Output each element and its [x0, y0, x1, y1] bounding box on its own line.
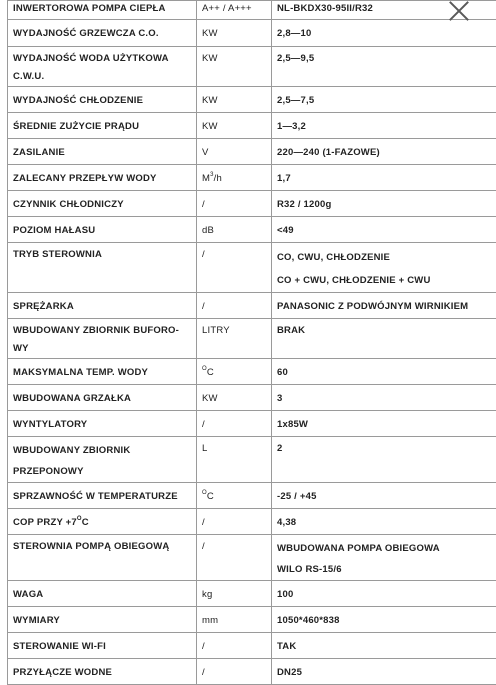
param-cell: WYDAJNOŚĆ CHŁODZENIE	[8, 87, 197, 113]
table-row	[8, 607, 496, 633]
unit-cell: mm	[197, 607, 272, 633]
param-cell: WYDAJNOŚĆ WODA UŻYTKOWA C.W.U.	[8, 47, 197, 87]
value-cell: 2,5—9,5	[272, 47, 496, 87]
param-cell: POZIOM HAŁASU	[8, 217, 197, 243]
param-cell: SPRZAWNOŚĆ W TEMPERATURZE	[8, 483, 197, 509]
unit-tail: C	[207, 367, 214, 378]
table-row	[8, 319, 496, 359]
param-cell: ŚREDNIE ZUŻYCIE PRĄDU	[8, 113, 197, 139]
unit-cell: KW	[197, 47, 272, 87]
value-cell: 2,8—10	[272, 20, 496, 47]
unit-sup: O	[202, 366, 207, 372]
param-line: WBUDOWANY ZBIORNIK	[13, 440, 192, 461]
table-row	[8, 633, 496, 659]
param-line: PRZEPONOWY	[13, 461, 192, 482]
value-cell: BRAK	[272, 319, 496, 359]
param-cell: WYNTYLATORY	[8, 411, 197, 437]
param-cell: STEROWNIA POMPĄ OBIEGOWĄ	[8, 535, 197, 581]
unit-cell	[197, 165, 272, 191]
value-line: WBUDOWANA POMPA OBIEGOWA	[277, 538, 496, 559]
unit-tail: C	[207, 491, 214, 502]
value-cell: 2,5—7,5	[272, 87, 496, 113]
param-cell	[8, 319, 197, 359]
value-cell: 220—240 (1-FAZOWE)	[272, 139, 496, 165]
param-cell: ZASILANIE	[8, 139, 197, 165]
value-cell	[272, 243, 496, 293]
unit-cell	[197, 483, 272, 509]
param-main: COP PRZY +7	[13, 517, 77, 528]
table-row	[8, 243, 496, 293]
unit-cell: dB	[197, 217, 272, 243]
unit-cell: KW	[197, 113, 272, 139]
table-row	[8, 535, 496, 581]
param-cell: WYMIARY	[8, 607, 197, 633]
param-cell: PRZYŁĄCZE WODNE	[8, 659, 197, 685]
unit-cell: V	[197, 139, 272, 165]
table-row	[8, 659, 496, 685]
value-cell: PANASONIC Z PODWÓJNYM WIRNIKIEM	[272, 293, 496, 319]
param-tail: C	[82, 517, 89, 528]
value-cell: 60	[272, 359, 496, 385]
table-row	[8, 139, 496, 165]
table-row	[8, 411, 496, 437]
unit-sup: 3	[210, 172, 214, 178]
param-sup: O	[77, 516, 82, 522]
param-cell: WAGA	[8, 581, 197, 607]
unit-cell: /	[197, 659, 272, 685]
unit-cell: /	[197, 191, 272, 217]
unit-main: M	[202, 173, 210, 184]
table-row	[8, 483, 496, 509]
value-line: WILO RS-15/6	[277, 559, 496, 580]
param-cell	[8, 509, 197, 535]
unit-cell: /	[197, 243, 272, 293]
unit-tail: /h	[214, 173, 222, 184]
value-cell: 100	[272, 581, 496, 607]
table-row	[8, 165, 496, 191]
param-cell: WYDAJNOŚĆ GRZEWCZA C.O.	[8, 20, 197, 47]
unit-cell: L	[197, 437, 272, 483]
param-cell: CZYNNIK CHŁODNICZY	[8, 191, 197, 217]
unit-cell: LITRY	[197, 319, 272, 359]
param-cell: WBUDOWANA GRZAŁKA	[8, 385, 197, 411]
table-row	[8, 509, 496, 535]
table-row	[8, 113, 496, 139]
value-cell: 4,38	[272, 509, 496, 535]
unit-cell: /	[197, 633, 272, 659]
table-row	[8, 47, 496, 87]
param-line: WY	[13, 340, 192, 358]
unit-sup: O	[202, 490, 207, 496]
param-cell: ZALECANY PRZEPŁYW WODY	[8, 165, 197, 191]
table-row	[8, 293, 496, 319]
param-cell: INWERTOROWA POMPA CIEPŁA	[8, 1, 197, 20]
spec-table	[7, 0, 496, 685]
table-row	[8, 191, 496, 217]
value-cell	[272, 535, 496, 581]
param-cell: MAKSYMALNA TEMP. WODY	[8, 359, 197, 385]
param-cell: SPRĘŻARKA	[8, 293, 197, 319]
unit-cell: A++ / A+++	[197, 1, 272, 20]
table-row	[8, 217, 496, 243]
value-cell: 1—3,2	[272, 113, 496, 139]
unit-cell: /	[197, 535, 272, 581]
table-row	[8, 385, 496, 411]
param-cell: STEROWANIE WI-FI	[8, 633, 197, 659]
value-cell: DN25	[272, 659, 496, 685]
table-row	[8, 581, 496, 607]
table-row	[8, 20, 496, 47]
value-cell: R32 / 1200g	[272, 191, 496, 217]
unit-cell: /	[197, 293, 272, 319]
table-row	[8, 437, 496, 483]
value-cell: 1050*460*838	[272, 607, 496, 633]
value-cell: 1,7	[272, 165, 496, 191]
close-icon[interactable]	[446, 0, 472, 24]
unit-cell	[197, 359, 272, 385]
unit-cell: KW	[197, 385, 272, 411]
param-cell	[8, 437, 197, 483]
unit-cell: /	[197, 509, 272, 535]
value-cell: 1x85W	[272, 411, 496, 437]
table-row	[8, 1, 496, 20]
value-line: CO, CWU, CHŁODZENIE	[277, 246, 496, 269]
table-row	[8, 359, 496, 385]
unit-cell: /	[197, 411, 272, 437]
value-cell: 2	[272, 437, 496, 483]
unit-cell: KW	[197, 20, 272, 47]
value-cell: 3	[272, 385, 496, 411]
value-cell: TAK	[272, 633, 496, 659]
unit-cell: KW	[197, 87, 272, 113]
param-cell: TRYB STEROWNIA	[8, 243, 197, 293]
unit-cell: kg	[197, 581, 272, 607]
value-cell: -25 / +45	[272, 483, 496, 509]
value-cell: <49	[272, 217, 496, 243]
value-line: CO + CWU, CHŁODZENIE + CWU	[277, 269, 496, 292]
table-row	[8, 87, 496, 113]
value-cell: NL-BKDX30-95II/R32	[272, 1, 496, 20]
param-line: WBUDOWANY ZBIORNIK BUFORO-	[13, 322, 192, 340]
